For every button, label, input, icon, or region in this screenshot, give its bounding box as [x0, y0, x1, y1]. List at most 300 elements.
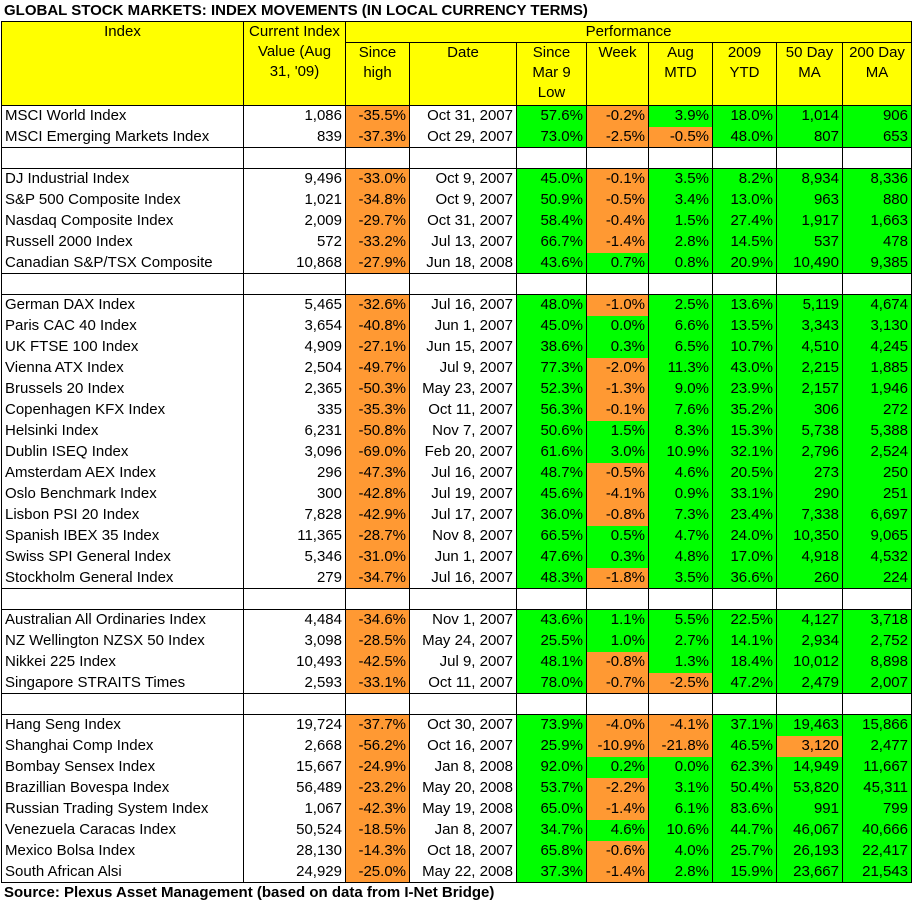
- table-row: [2, 400, 912, 421]
- empty-cell: [244, 274, 346, 295]
- since-mar9: 58.4%: [517, 211, 587, 232]
- ytd-2009: 13.6%: [713, 295, 777, 316]
- empty-cell: [713, 274, 777, 295]
- index-name: Hang Seng Index: [2, 715, 244, 736]
- ma-50: 2,934: [777, 631, 843, 652]
- table-row: [2, 526, 912, 547]
- table-row: [2, 610, 912, 631]
- week: 0.0%: [587, 316, 649, 337]
- current-value: 2,504: [244, 358, 346, 379]
- since-high: -32.6%: [346, 295, 410, 316]
- since-mar9: 48.1%: [517, 652, 587, 673]
- since-high: -42.8%: [346, 484, 410, 505]
- week: 0.3%: [587, 547, 649, 568]
- ma-200: 4,674: [843, 295, 912, 316]
- ma-50: 10,490: [777, 253, 843, 274]
- since-mar9: 45.6%: [517, 484, 587, 505]
- empty-cell: [777, 694, 843, 715]
- table-row: [2, 127, 912, 148]
- index-name: Dublin ISEQ Index: [2, 442, 244, 463]
- since-mar9: 61.6%: [517, 442, 587, 463]
- index-name: Nikkei 225 Index: [2, 652, 244, 673]
- empty-cell: [410, 694, 517, 715]
- index-name: UK FTSE 100 Index: [2, 337, 244, 358]
- week: 0.3%: [587, 337, 649, 358]
- ma-200: 3,718: [843, 610, 912, 631]
- table-row: [2, 316, 912, 337]
- ytd-2009: 20.9%: [713, 253, 777, 274]
- ma-200: 880: [843, 190, 912, 211]
- header-index: Index: [2, 22, 244, 106]
- empty-cell: [777, 148, 843, 169]
- ytd-2009: 10.7%: [713, 337, 777, 358]
- ma-200: 250: [843, 463, 912, 484]
- table-row: [2, 463, 912, 484]
- index-table: [1, 21, 912, 883]
- ma-200: 272: [843, 400, 912, 421]
- current-value: 2,009: [244, 211, 346, 232]
- ma-50: 3,343: [777, 316, 843, 337]
- aug-mtd: -2.5%: [649, 673, 713, 694]
- current-value: 3,654: [244, 316, 346, 337]
- aug-mtd: 0.0%: [649, 757, 713, 778]
- ma-200: 2,007: [843, 673, 912, 694]
- high-date: Nov 1, 2007: [410, 610, 517, 631]
- ytd-2009: 22.5%: [713, 610, 777, 631]
- index-name: Singapore STRAITS Times: [2, 673, 244, 694]
- week: -1.0%: [587, 295, 649, 316]
- ytd-2009: 14.1%: [713, 631, 777, 652]
- since-mar9: 50.6%: [517, 421, 587, 442]
- empty-cell: [649, 148, 713, 169]
- empty-cell: [649, 589, 713, 610]
- index-name: Vienna ATX Index: [2, 358, 244, 379]
- since-high: -42.5%: [346, 652, 410, 673]
- spacer-row: [2, 694, 912, 715]
- since-mar9: 45.0%: [517, 169, 587, 190]
- aug-mtd: 7.3%: [649, 505, 713, 526]
- since-high: -28.5%: [346, 631, 410, 652]
- since-high: -33.2%: [346, 232, 410, 253]
- high-date: Oct 11, 2007: [410, 400, 517, 421]
- index-name: DJ Industrial Index: [2, 169, 244, 190]
- table-row: [2, 253, 912, 274]
- since-mar9: 47.6%: [517, 547, 587, 568]
- table-row: [2, 358, 912, 379]
- table-row: [2, 337, 912, 358]
- table-row: [2, 505, 912, 526]
- index-name: Brussels 20 Index: [2, 379, 244, 400]
- ma-200: 653: [843, 127, 912, 148]
- table-row: [2, 568, 912, 589]
- header-aug-mtd: Aug MTD: [649, 43, 713, 106]
- ma-50: 807: [777, 127, 843, 148]
- ytd-2009: 62.3%: [713, 757, 777, 778]
- index-name: Spanish IBEX 35 Index: [2, 526, 244, 547]
- since-mar9: 37.3%: [517, 862, 587, 883]
- table-row: [2, 232, 912, 253]
- ma-50: 2,157: [777, 379, 843, 400]
- source-note: Source: Plexus Asset Management (based on data from I-Net Bridge): [4, 884, 495, 901]
- since-high: -37.7%: [346, 715, 410, 736]
- ytd-2009: 15.9%: [713, 862, 777, 883]
- ma-50: 4,127: [777, 610, 843, 631]
- ma-50: 8,934: [777, 169, 843, 190]
- index-name: Venezuela Caracas Index: [2, 820, 244, 841]
- table-row: [2, 631, 912, 652]
- ma-200: 4,532: [843, 547, 912, 568]
- aug-mtd: 11.3%: [649, 358, 713, 379]
- index-name: Nasdaq Composite Index: [2, 211, 244, 232]
- index-name: Shanghai Comp Index: [2, 736, 244, 757]
- week: -2.0%: [587, 358, 649, 379]
- high-date: Jun 1, 2007: [410, 316, 517, 337]
- current-value: 3,096: [244, 442, 346, 463]
- week: 4.6%: [587, 820, 649, 841]
- ma-50: 10,350: [777, 526, 843, 547]
- index-name: Canadian S&P/TSX Composite: [2, 253, 244, 274]
- week: -4.1%: [587, 484, 649, 505]
- empty-cell: [410, 589, 517, 610]
- current-value: 300: [244, 484, 346, 505]
- current-value: 7,828: [244, 505, 346, 526]
- empty-cell: [517, 694, 587, 715]
- week: 0.2%: [587, 757, 649, 778]
- high-date: Oct 18, 2007: [410, 841, 517, 862]
- current-value: 1,086: [244, 106, 346, 127]
- header-performance: Performance: [346, 22, 912, 43]
- empty-cell: [843, 589, 912, 610]
- ma-200: 5,388: [843, 421, 912, 442]
- ma-50: 537: [777, 232, 843, 253]
- table-row: [2, 295, 912, 316]
- ma-50: 991: [777, 799, 843, 820]
- aug-mtd: 4.8%: [649, 547, 713, 568]
- header-since-high: Since high: [346, 43, 410, 106]
- week: -1.4%: [587, 232, 649, 253]
- since-high: -29.7%: [346, 211, 410, 232]
- since-high: -56.2%: [346, 736, 410, 757]
- since-mar9: 66.7%: [517, 232, 587, 253]
- ma-50: 53,820: [777, 778, 843, 799]
- index-name: Helsinki Index: [2, 421, 244, 442]
- empty-cell: [713, 589, 777, 610]
- since-high: -49.7%: [346, 358, 410, 379]
- ma-200: 3,130: [843, 316, 912, 337]
- ma-200: 2,752: [843, 631, 912, 652]
- since-mar9: 48.0%: [517, 295, 587, 316]
- index-name: NZ Wellington NZSX 50 Index: [2, 631, 244, 652]
- current-value: 19,724: [244, 715, 346, 736]
- empty-cell: [244, 589, 346, 610]
- ma-200: 478: [843, 232, 912, 253]
- aug-mtd: 6.5%: [649, 337, 713, 358]
- aug-mtd: 6.1%: [649, 799, 713, 820]
- current-value: 4,909: [244, 337, 346, 358]
- table-row: [2, 820, 912, 841]
- ytd-2009: 33.1%: [713, 484, 777, 505]
- table-row: [2, 547, 912, 568]
- aug-mtd: 4.6%: [649, 463, 713, 484]
- week: -0.1%: [587, 400, 649, 421]
- week: -0.4%: [587, 211, 649, 232]
- aug-mtd: 4.0%: [649, 841, 713, 862]
- empty-cell: [587, 148, 649, 169]
- header-current-value: Current Index Value (Aug 31, '09): [244, 22, 346, 106]
- since-high: -18.5%: [346, 820, 410, 841]
- current-value: 1,021: [244, 190, 346, 211]
- since-high: -28.7%: [346, 526, 410, 547]
- high-date: May 20, 2008: [410, 778, 517, 799]
- aug-mtd: 2.5%: [649, 295, 713, 316]
- empty-cell: [244, 694, 346, 715]
- current-value: 4,484: [244, 610, 346, 631]
- header-date: Date: [410, 43, 517, 106]
- ma-50: 3,120: [777, 736, 843, 757]
- ytd-2009: 23.9%: [713, 379, 777, 400]
- ma-50: 4,918: [777, 547, 843, 568]
- ma-200: 8,336: [843, 169, 912, 190]
- ma-200: 1,946: [843, 379, 912, 400]
- ytd-2009: 15.3%: [713, 421, 777, 442]
- ma-200: 799: [843, 799, 912, 820]
- since-high: -69.0%: [346, 442, 410, 463]
- ma-50: 10,012: [777, 652, 843, 673]
- current-value: 2,593: [244, 673, 346, 694]
- since-high: -34.7%: [346, 568, 410, 589]
- since-mar9: 57.6%: [517, 106, 587, 127]
- since-mar9: 48.3%: [517, 568, 587, 589]
- empty-cell: [777, 589, 843, 610]
- aug-mtd: 4.7%: [649, 526, 713, 547]
- ma-50: 2,796: [777, 442, 843, 463]
- index-name: Australian All Ordinaries Index: [2, 610, 244, 631]
- empty-cell: [587, 274, 649, 295]
- current-value: 56,489: [244, 778, 346, 799]
- table-row: [2, 757, 912, 778]
- aug-mtd: 3.4%: [649, 190, 713, 211]
- aug-mtd: 7.6%: [649, 400, 713, 421]
- index-name: S&P 500 Composite Index: [2, 190, 244, 211]
- week: 0.5%: [587, 526, 649, 547]
- high-date: Jul 16, 2007: [410, 568, 517, 589]
- ma-200: 4,245: [843, 337, 912, 358]
- aug-mtd: 1.3%: [649, 652, 713, 673]
- since-mar9: 43.6%: [517, 610, 587, 631]
- current-value: 9,496: [244, 169, 346, 190]
- ma-200: 15,866: [843, 715, 912, 736]
- high-date: Oct 16, 2007: [410, 736, 517, 757]
- week: -2.5%: [587, 127, 649, 148]
- ma-200: 45,311: [843, 778, 912, 799]
- spacer-row: [2, 274, 912, 295]
- ytd-2009: 25.7%: [713, 841, 777, 862]
- since-high: -34.8%: [346, 190, 410, 211]
- table-row: [2, 442, 912, 463]
- current-value: 24,929: [244, 862, 346, 883]
- index-name: Copenhagen KFX Index: [2, 400, 244, 421]
- empty-cell: [517, 148, 587, 169]
- index-name: German DAX Index: [2, 295, 244, 316]
- since-high: -31.0%: [346, 547, 410, 568]
- index-name: Brazillian Bovespa Index: [2, 778, 244, 799]
- since-high: -34.6%: [346, 610, 410, 631]
- week: -0.5%: [587, 190, 649, 211]
- ytd-2009: 13.5%: [713, 316, 777, 337]
- ma-200: 2,524: [843, 442, 912, 463]
- table-row: [2, 736, 912, 757]
- table-row: [2, 862, 912, 883]
- high-date: Oct 30, 2007: [410, 715, 517, 736]
- ma-50: 2,479: [777, 673, 843, 694]
- ma-200: 22,417: [843, 841, 912, 862]
- current-value: 10,493: [244, 652, 346, 673]
- index-name: Paris CAC 40 Index: [2, 316, 244, 337]
- since-mar9: 65.8%: [517, 841, 587, 862]
- week: -0.8%: [587, 652, 649, 673]
- ytd-2009: 8.2%: [713, 169, 777, 190]
- empty-cell: [244, 148, 346, 169]
- ytd-2009: 47.2%: [713, 673, 777, 694]
- current-value: 572: [244, 232, 346, 253]
- ytd-2009: 43.0%: [713, 358, 777, 379]
- high-date: Jul 13, 2007: [410, 232, 517, 253]
- empty-cell: [2, 148, 244, 169]
- index-name: Bombay Sensex Index: [2, 757, 244, 778]
- spacer-row: [2, 589, 912, 610]
- week: -10.9%: [587, 736, 649, 757]
- current-value: 2,668: [244, 736, 346, 757]
- empty-cell: [346, 148, 410, 169]
- current-value: 1,067: [244, 799, 346, 820]
- since-high: -25.0%: [346, 862, 410, 883]
- empty-cell: [2, 589, 244, 610]
- table-row: [2, 190, 912, 211]
- since-mar9: 52.3%: [517, 379, 587, 400]
- ma-200: 1,885: [843, 358, 912, 379]
- empty-cell: [713, 694, 777, 715]
- empty-cell: [843, 148, 912, 169]
- empty-cell: [517, 589, 587, 610]
- aug-mtd: 0.9%: [649, 484, 713, 505]
- high-date: Oct 31, 2007: [410, 106, 517, 127]
- since-mar9: 50.9%: [517, 190, 587, 211]
- high-date: Oct 11, 2007: [410, 673, 517, 694]
- sheet-title: GLOBAL STOCK MARKETS: INDEX MOVEMENTS (IN LOCAL CURRENCY TERMS): [4, 2, 588, 19]
- high-date: May 23, 2007: [410, 379, 517, 400]
- high-date: Jun 18, 2008: [410, 253, 517, 274]
- since-mar9: 92.0%: [517, 757, 587, 778]
- current-value: 28,130: [244, 841, 346, 862]
- high-date: Jul 16, 2007: [410, 463, 517, 484]
- empty-cell: [649, 694, 713, 715]
- ma-50: 2,215: [777, 358, 843, 379]
- ytd-2009: 35.2%: [713, 400, 777, 421]
- since-mar9: 34.7%: [517, 820, 587, 841]
- high-date: May 22, 2008: [410, 862, 517, 883]
- ma-200: 40,666: [843, 820, 912, 841]
- table-row: [2, 211, 912, 232]
- ma-200: 11,667: [843, 757, 912, 778]
- empty-cell: [587, 589, 649, 610]
- aug-mtd: 0.8%: [649, 253, 713, 274]
- week: -4.0%: [587, 715, 649, 736]
- ma-200: 6,697: [843, 505, 912, 526]
- week: -1.4%: [587, 862, 649, 883]
- since-mar9: 73.9%: [517, 715, 587, 736]
- aug-mtd: 6.6%: [649, 316, 713, 337]
- current-value: 335: [244, 400, 346, 421]
- ma-200: 21,543: [843, 862, 912, 883]
- week: 1.1%: [587, 610, 649, 631]
- ma-50: 963: [777, 190, 843, 211]
- since-high: -50.3%: [346, 379, 410, 400]
- ytd-2009: 27.4%: [713, 211, 777, 232]
- current-value: 11,365: [244, 526, 346, 547]
- index-name: Oslo Benchmark Index: [2, 484, 244, 505]
- ma-50: 23,667: [777, 862, 843, 883]
- aug-mtd: 3.1%: [649, 778, 713, 799]
- since-high: -33.1%: [346, 673, 410, 694]
- ma-50: 4,510: [777, 337, 843, 358]
- since-high: -14.3%: [346, 841, 410, 862]
- header-200-day-ma: 200 Day MA: [843, 43, 912, 106]
- ma-50: 5,119: [777, 295, 843, 316]
- aug-mtd: -4.1%: [649, 715, 713, 736]
- ytd-2009: 18.0%: [713, 106, 777, 127]
- table-row: [2, 673, 912, 694]
- spacer-row: [2, 148, 912, 169]
- table-row: [2, 421, 912, 442]
- ytd-2009: 48.0%: [713, 127, 777, 148]
- since-mar9: 77.3%: [517, 358, 587, 379]
- since-high: -37.3%: [346, 127, 410, 148]
- high-date: Jul 17, 2007: [410, 505, 517, 526]
- current-value: 5,465: [244, 295, 346, 316]
- empty-cell: [843, 694, 912, 715]
- table-row: [2, 379, 912, 400]
- high-date: Oct 9, 2007: [410, 190, 517, 211]
- current-value: 10,868: [244, 253, 346, 274]
- week: -0.7%: [587, 673, 649, 694]
- table-row: [2, 841, 912, 862]
- table-row: [2, 778, 912, 799]
- empty-cell: [843, 274, 912, 295]
- since-high: -40.8%: [346, 316, 410, 337]
- ma-50: 46,067: [777, 820, 843, 841]
- index-name: Swiss SPI General Index: [2, 547, 244, 568]
- aug-mtd: 2.8%: [649, 862, 713, 883]
- aug-mtd: 3.5%: [649, 169, 713, 190]
- high-date: Jul 9, 2007: [410, 358, 517, 379]
- index-name: Mexico Bolsa Index: [2, 841, 244, 862]
- empty-cell: [777, 274, 843, 295]
- week: 3.0%: [587, 442, 649, 463]
- current-value: 6,231: [244, 421, 346, 442]
- index-name: Russian Trading System Index: [2, 799, 244, 820]
- index-name: MSCI Emerging Markets Index: [2, 127, 244, 148]
- empty-cell: [410, 148, 517, 169]
- since-mar9: 36.0%: [517, 505, 587, 526]
- header-since-mar9: Since Mar 9 Low: [517, 43, 587, 106]
- week: -0.2%: [587, 106, 649, 127]
- ma-50: 306: [777, 400, 843, 421]
- week: -0.6%: [587, 841, 649, 862]
- table-row: [2, 106, 912, 127]
- header-2009-ytd: 2009 YTD: [713, 43, 777, 106]
- current-value: 50,524: [244, 820, 346, 841]
- ytd-2009: 44.7%: [713, 820, 777, 841]
